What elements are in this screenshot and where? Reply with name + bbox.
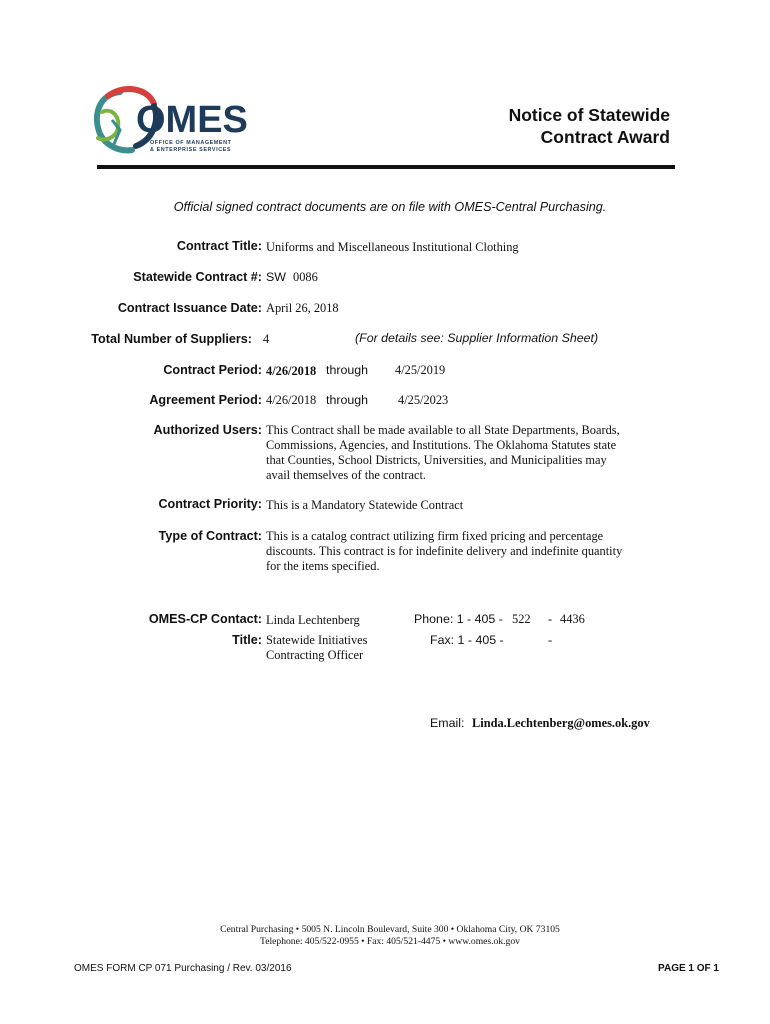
agreement-period-end: 4/25/2023 (398, 393, 449, 407)
statewide-contract-prefix: SW (266, 270, 286, 284)
phone-dash: - (548, 612, 553, 626)
authorized-users-line: avail themselves of the contract. (266, 468, 426, 482)
contact-title-label: Title: (232, 633, 262, 647)
contract-period-through: through (326, 363, 369, 377)
agreement-period-through: through (326, 393, 369, 407)
title-line-2: Contract Award (540, 127, 670, 147)
phone-exchange: 522 (512, 612, 531, 626)
issuance-date-label: Contract Issuance Date: (117, 301, 262, 315)
title-line-1: Notice of Statewide (508, 105, 670, 125)
page-number: PAGE 1 OF 1 (658, 963, 719, 974)
type-line: This is a catalog contract utilizing firm fixed pricing and percentage (266, 529, 604, 543)
footer-address-line: Telephone: 405/522-0955 • Fax: 405/521-4475 • www.omes.ok.gov (260, 936, 520, 947)
type-line: discounts. This contract is for indefinite delivery and indefinite quantity (266, 544, 623, 558)
contact-name: Linda Lechtenberg (266, 613, 360, 627)
contact-label: OMES-CP Contact: (148, 612, 262, 626)
header-divider (97, 165, 675, 169)
email-label: Email: (430, 716, 465, 730)
svg-text:OMES: OMES (136, 99, 248, 141)
omes-logo-mark (90, 84, 270, 164)
authorized-users-line: that Counties, School Districts, Universities, and Municipalities may (266, 453, 607, 467)
footer-address (0, 924, 770, 948)
type-label: Type of Contract: (158, 529, 262, 543)
phone-label: Phone: 1 - 405 - (414, 612, 503, 626)
email-link[interactable]: Linda.Lechtenberg@omes.ok.gov (472, 716, 650, 730)
priority-label: Contract Priority: (158, 497, 262, 511)
statewide-contract-label: Statewide Contract #: (133, 270, 262, 284)
svg-text:OFFICE OF MANAGEMENT: OFFICE OF MANAGEMENT (150, 140, 232, 146)
contract-period-end: 4/25/2019 (395, 363, 446, 377)
priority-value: This is a Mandatory Statewide Contract (266, 498, 464, 512)
authorized-users-text (266, 423, 651, 483)
type-text (266, 529, 651, 574)
authorized-users-line: This Contract shall be made available to all State Departments, Boards, (266, 423, 620, 437)
svg-text:& ENTERPRISE SERVICES: & ENTERPRISE SERVICES (150, 147, 232, 153)
contact-title-text (266, 633, 416, 663)
authorized-users-line: Commissions, Agencies, and Institutions. The Oklahoma Statutes state (266, 438, 617, 452)
contract-title-value: Uniforms and Miscellaneous Institutional Clothing (266, 240, 519, 254)
phone-line: 4436 (560, 612, 585, 626)
form-id: OMES FORM CP 071 Purchasing / Rev. 03/2016 (74, 963, 292, 974)
suppliers-note: (For details see: Supplier Information Sheet) (355, 331, 599, 345)
contact-title-line: Contracting Officer (266, 648, 364, 662)
fax-label: Fax: 1 - 405 - (430, 633, 504, 647)
fax-dash: - (548, 633, 553, 647)
footer-address-line: Central Purchasing • 5005 N. Lincoln Boulevard, Suite 300 • Oklahoma City, OK 73105 (220, 924, 560, 935)
contract-period-label: Contract Period: (163, 363, 262, 377)
contract-title-label: Contract Title: (176, 239, 262, 253)
omes-logo (90, 84, 270, 164)
official-note: Official signed contract documents are on file with OMES-Central Purchasing. (173, 200, 607, 214)
agreement-period-start: 4/26/2018 (266, 393, 317, 407)
contact-title-line: Statewide Initiatives (266, 633, 368, 647)
suppliers-label: Total Number of Suppliers: (91, 332, 252, 346)
type-line: for the items specified. (266, 559, 380, 573)
statewide-contract-number: 0086 (293, 270, 318, 284)
authorized-users-label: Authorized Users: (153, 423, 262, 437)
suppliers-value: 4 (263, 332, 270, 346)
contract-period-start: 4/26/2018 (266, 364, 317, 378)
agreement-period-label: Agreement Period: (149, 393, 262, 407)
page-title (440, 104, 670, 148)
issuance-date-value: April 26, 2018 (266, 301, 339, 315)
